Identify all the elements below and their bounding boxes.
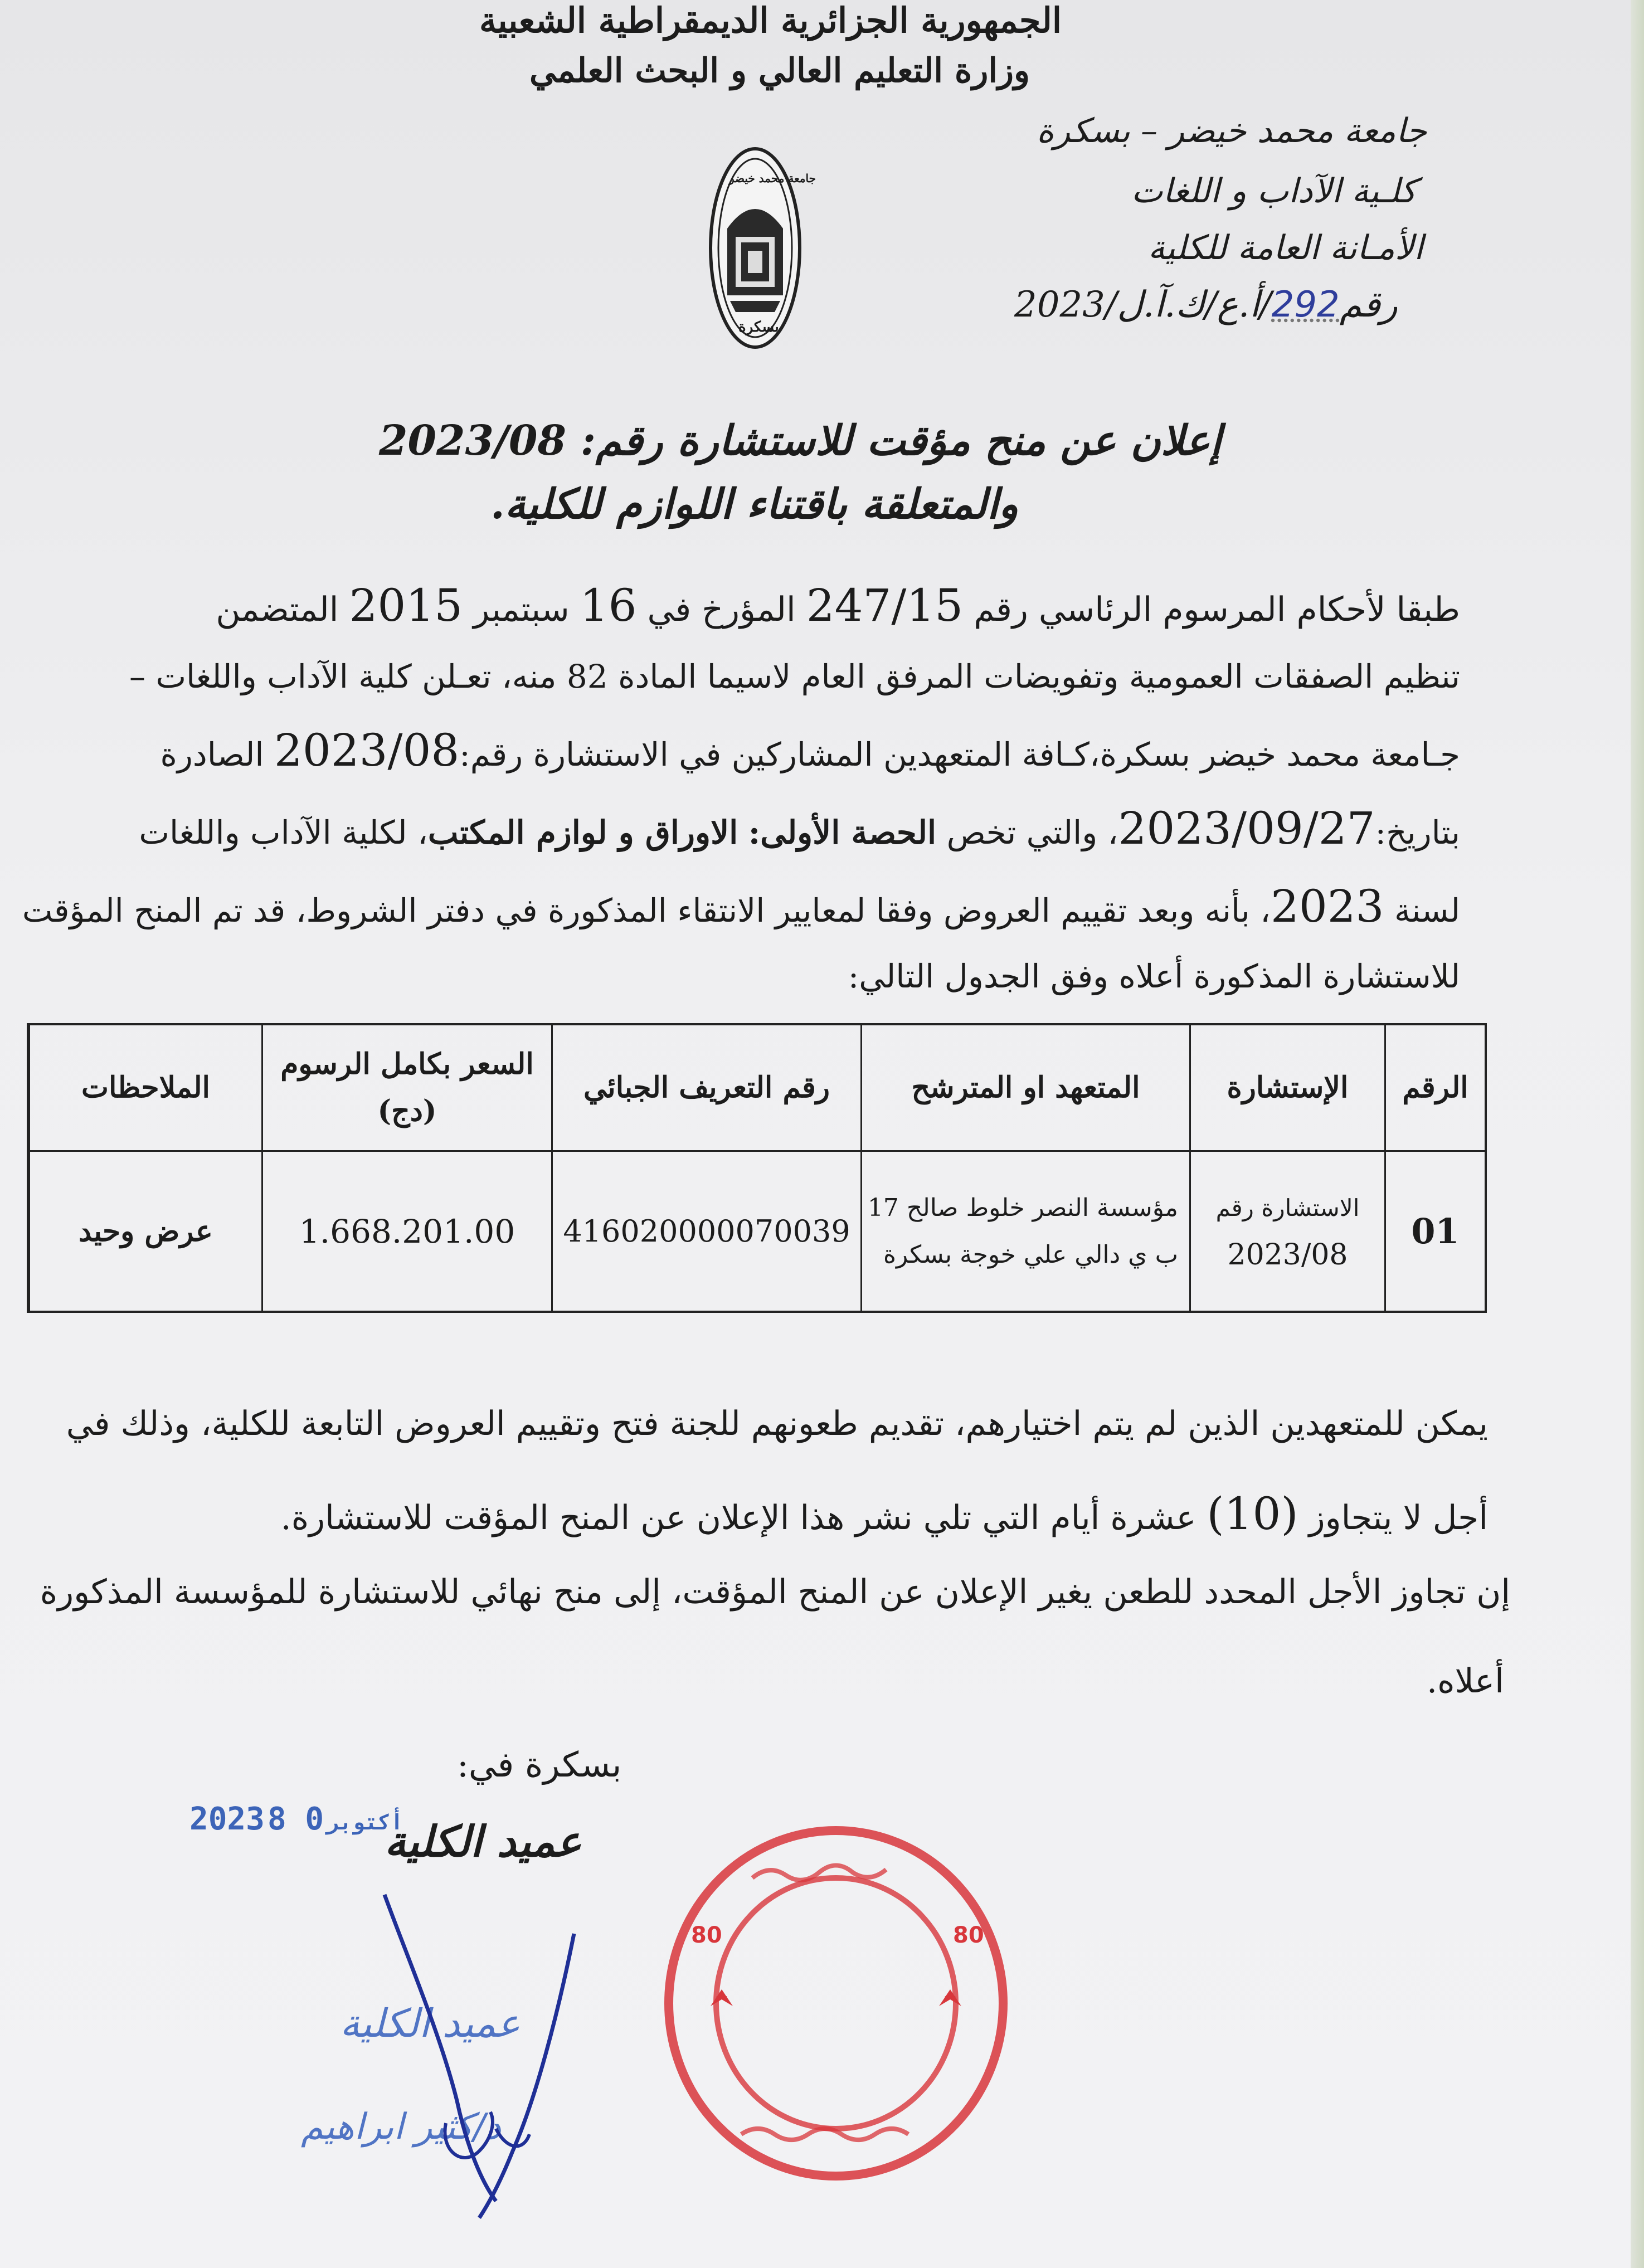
- body-line-5: لسنة 2023، بأنه وبعد تقييم العروض وفقا لمعايير الانتقاء المذكورة في دفتر الشروط، قد تم المنح المؤقت: [22, 880, 1460, 932]
- header-notes: الملاحظات: [28, 1025, 261, 1150]
- date-stamp-year: 2023: [189, 1801, 265, 1837]
- row-consultation: الاستشارة رقم 2023/08: [1189, 1151, 1384, 1312]
- decree-number: 247/15: [806, 580, 964, 631]
- year-value: 2023: [1270, 880, 1384, 932]
- dean-title: عميد الكلية: [385, 1817, 582, 1866]
- seal-number-left: 80: [691, 1923, 722, 1948]
- closing-line-2: أجل لا يتجاوز (10) عشرة أيام التي تلي نشر هذا الإعلان عن المنح المؤقت للاستشارة.: [280, 1488, 1488, 1540]
- decree-year: 2015: [349, 580, 463, 631]
- issue-date: 2023/09/27: [1118, 802, 1375, 854]
- date-stamp: [189, 1801, 403, 1837]
- reference-handwritten-number: 292: [1271, 284, 1340, 325]
- republic-name: الجمهورية الجزائرية الديمقراطية الشعبية: [479, 0, 1062, 41]
- body-line-6: للاستشارة المذكورة أعلاه وفق الجدول التالي:: [848, 957, 1460, 995]
- announcement-title: إعلان عن منح مؤقت للاستشارة رقم: 2023/08: [379, 417, 1222, 465]
- logo-bottom-text: بسكرة: [738, 319, 779, 335]
- closing-line-3: إن تجاوز الأجل المحدد للطعن يغير الإعلان عن المنح المؤقت، إلى منح نهائي للاستشارة للمؤسسة المذكورة: [40, 1573, 1510, 1612]
- secretariat-name: الأمـانة العامة للكلية: [1148, 228, 1423, 267]
- row-bidder: مؤسسة النصر خلوط صالح 17 ب ي دالي علي خوجة بسكرة: [860, 1151, 1189, 1312]
- award-table: [27, 1023, 1487, 1313]
- logo-top-text: جامعة محمد خيضر: [729, 172, 816, 185]
- closing-line-4: أعلاه.: [1427, 1662, 1504, 1701]
- reference-suffix: /أ.ع/ك.آ.ل/2023: [1014, 284, 1272, 325]
- page-edge: [1631, 0, 1644, 2268]
- body-line-4: بتاريخ:2023/09/27، والتي تخص الحصة الأولى: الاوراق و لوازم المكتب، لكلية الآداب واللغات: [139, 802, 1460, 854]
- university-name: جامعة محمد خيضر – بسكرة: [1037, 111, 1427, 150]
- ministry-name: وزارة التعليم العالي و البحث العلمي: [529, 51, 1030, 90]
- header-tax-id: رقم التعريف الجبائي: [551, 1025, 860, 1150]
- seal-number-right: 80: [953, 1923, 984, 1948]
- handwritten-signature: [312, 1889, 624, 2235]
- issue-city: بسكرة في:: [457, 1744, 622, 1785]
- faculty-name: كلـية الآداب و اللغات: [1131, 172, 1417, 211]
- body-line-3: جـامعة محمد خيضر بسكرة،كـافة المتعهدين المشاركين في الاستشارة رقم:2023/08 الصادرة: [160, 724, 1460, 776]
- signature-stamp-name: د/كثير ابراهيم: [301, 2106, 502, 2148]
- header-consultation: الإستشارة: [1189, 1025, 1384, 1150]
- decree-day: 16: [580, 580, 637, 631]
- university-logo: [708, 145, 816, 351]
- signature-stamp-title: عميد الكلية: [340, 2001, 521, 2046]
- header-bidder: المتعهد او المترشح: [860, 1025, 1189, 1150]
- official-seal: [658, 1822, 1014, 2184]
- row-tax-id: 416020000070039: [551, 1151, 860, 1312]
- row-num: 01: [1384, 1151, 1485, 1312]
- header-price: [261, 1025, 551, 1150]
- header-price-line1: السعر بكامل الرسوم: [280, 1047, 534, 1081]
- row-notes: عرض وحيد: [28, 1151, 261, 1312]
- closing-line-1: يمكن للمتعهدين الذين لم يتم اختيارهم، تقديم طعونهم للجنة فتح وتقييم العروض التابعة للكلية، وذلك في: [66, 1404, 1488, 1443]
- announcement-subtitle: والمتعلقة باقتناء اللوازم للكلية.: [490, 480, 1019, 528]
- date-stamp-day: 0 8: [267, 1801, 324, 1837]
- reference-label: رقم: [1339, 284, 1398, 325]
- lot-name: الاوراق و لوازم المكتب: [427, 814, 738, 851]
- header-price-line2: (دج): [377, 1094, 437, 1128]
- consultation-number: 2023/08: [274, 724, 460, 776]
- appeal-days: (10): [1207, 1488, 1298, 1540]
- body-line-2: تنظيم الصفقات العمومية وتفويضات المرفق العام لاسيما المادة 82 منه، تعـلن كلية الآداب واللغات –: [129, 658, 1460, 695]
- header-num: الرقم: [1384, 1025, 1485, 1150]
- body-line-1: طبقا لأحكام المرسوم الرئاسي رقم 247/15 المؤرخ في 16 سبتمبر 2015 المتضمن: [216, 580, 1460, 631]
- row-price: 1.668.201.00: [261, 1151, 551, 1312]
- date-stamp-month: أكتوبر: [327, 1810, 403, 1834]
- reference-number: [1014, 284, 1398, 325]
- lot-label: الحصة الأولى:: [748, 814, 937, 851]
